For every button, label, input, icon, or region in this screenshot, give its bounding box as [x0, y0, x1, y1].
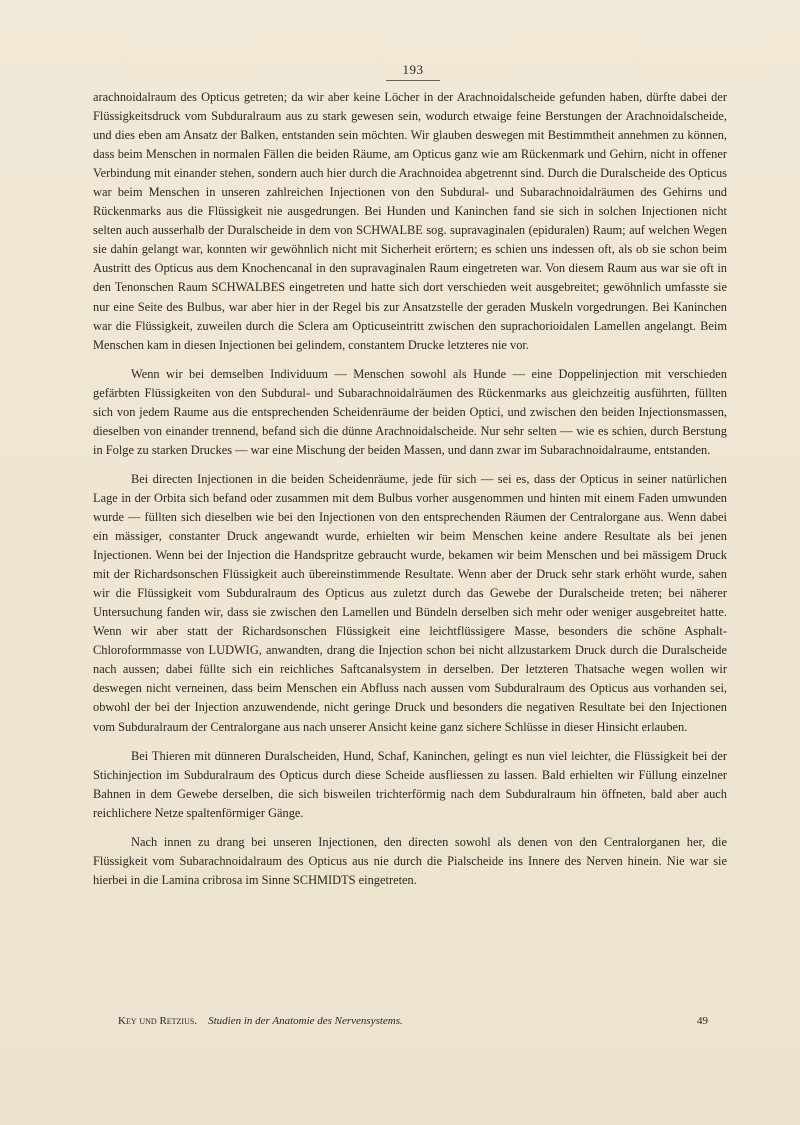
- page-number-rule: [386, 80, 440, 81]
- footer-citation: [118, 1015, 403, 1027]
- footer-authors: Key und Retzius.: [118, 1015, 198, 1027]
- paragraph-3: Bei directen Injectionen in die beiden Scheidenräume, jede für sich — sei es, dass der Opticus in seiner natürlichen Lage in der Orbita sich befand oder zusammen mit dem Bulbus vorher ausgenommen und hinten mit einem Faden umwunden wurde — füllten sich dieselben wie bei den Injectionen von den entsprechenden Räumen der Centralorgane aus. Wenn dabei ein mässiger, constanter Druck angewandt wurde, erhielten wir beim Menschen keine andere Resultate als bei jenen Injectionen. Wenn bei der Injection die Handspritze gebraucht wurde, bekamen wir beim Menschen und bei mässigem Druck mit der Richardsonschen Flüssigkeit auch übereinstimmende Resultate. Wenn aber der Druck sehr stark erhöht wurde, sahen wir die Flüssigkeit vom Subduralraum des Opticus aus zuletzt durch das Gewebe der Duralscheide treten; bei näherer Untersuchung fanden wir, dass sie zwischen den Lamellen und Bündeln derselben sich mehr oder weniger ausgebreitet hatte. Wenn wir aber statt der Richardsonschen Flüssigkeit eine leichtflüssigere Masse, besonders die schöne Asphalt-Chloroformmasse von LUDWIG, anwandten, drang die Injection schon bei nicht allzustarkem Druck durch die Duralscheide nach aussen; dabei füllte sich ein reichliches Saftcanalsystem in derselben. Der letzteren Thatsache wegen wollen wir deswegen nicht verneinen, dass beim Menschen ein Abfluss nach aussen vom Subduralraum des Opticus aus vorhanden sei, obwohl der bei der Injection anzuwendende, nicht geringe Druck und besonders die negativen Resultate bei den Injectionen vom Subduralraum der Centralorgane aus nach unserer Ansicht keine ganz sichere Schlüsse in dieser Hinsicht erlauben.: [93, 471, 727, 734]
- footer-sheet-number: 49: [697, 1015, 708, 1027]
- paragraph-1: arachnoidalraum des Opticus getreten; da wir aber keine Löcher in der Arachnoidalscheide gefunden haben, dürfte dabei der Flüssigkeitsdruck vom Subduralraum aus zu stark gewesen sein, wodurch etwaige feine Berstungen der Arachnoidalscheide, und dies eben am Ansatz der Balken, entstanden sein möchten. Wir glauben deswegen mit Bestimmtheit annehmen zu können, dass beim Menschen in normalen Fällen die beiden Räume, am Opticus ganz wie am Rückenmark und Gehirn, nicht in offener Verbindung mit einander stehen, sondern auch hier durch die Arachnoidea abgetrennt sind. Durch die Duralscheide des Opticus war beim Menschen in unseren zahlreichen Injectionen von den Subdural- und Subarachnoidalräumen des Gehirns und Rückenmarks aus die Flüssigkeit nie ausgedrungen. Bei Hunden und Kaninchen fand sie sich in solchen Injectionen nicht selten auch ausserhalb der Duralscheide in dem von SCHWALBE sog. supravaginalen (epiduralen) Raum; auf welchen Wegen sie dahin gelangt war, konnten wir gewöhnlich nicht mit Sicherheit erörtern; es schien uns indessen oft, als ob sie schon beim Austritt des Opticus aus dem Knochencanal in den supravaginalen Raum eingetreten war. Von diesem Raum aus war sie oft in den Tenonschen Raum SCHWALBES eingetreten und hatte sich dort verschieden weit ausgebreitet; gewöhnlich umfasste sie nur eine Seite des Bulbus, war aber hier in der Regel bis zur Ansatzstelle der geraden Muskeln vorgedrungen. Bei Kaninchen war die Flüssigkeit, zuweilen durch die Sclera am Opticuseintritt zwischen den suprachorioidalen Lamellen angelangt. Beim Menschen kam in diesen Injectionen bei gelindem, constantem Drucke letzteres nie vor.: [93, 90, 727, 352]
- page-number: 193: [402, 62, 424, 77]
- footer-title: Studien in der Anatomie des Nervensystems.: [208, 1015, 403, 1027]
- paragraph-2: Wenn wir bei demselben Individuum — Menschen sowohl als Hunde — eine Doppelinjection mit verschieden gefärbten Flüssigkeiten von den Subdural- und Subarachnoidalräumen des Rückenmarks aus gleichzeitig ausführten, füllten sich von jedem Raume aus die entsprechenden Scheidenräume der beiden Optici, und zwischen den beiden Injectionsmassen, dieselben von einander trennend, befand sich die dünne Arachnoidalscheide. Nur sehr selten — wie es schien, durch Berstung in Folge zu starken Druckes — war eine Mischung der beiden Massen, und dann zwar im Subarachnoidalraume, entstanden.: [93, 366, 727, 457]
- paragraph-5: Nach innen zu drang bei unseren Injectionen, den directen sowohl als denen von den Centralorganen her, die Flüssigkeit vom Subarachnoidalraum des Opticus aus nie durch die Pialscheide ins Innere des Nerven hinein. Nie war sie hierbei in die Lamina cribrosa im Sinne SCHMIDTS eingetreten.: [93, 834, 727, 887]
- paragraph-4: Bei Thieren mit dünneren Duralscheiden, Hund, Schaf, Kaninchen, gelingt es nun viel leichter, die Flüssigkeit bei der Stichinjection im Subduralraum des Opticus durch diese Scheide ausfliessen zu lassen. Bald erhielten wir Füllung einzelner Bahnen in dem Gewebe derselben, die sich bisweilen trichterförmig nach dem Subduralraum hin öffneten, bald aber auch reichlichere Netze spaltenförmiger Gänge.: [93, 748, 727, 820]
- body-text: [93, 88, 727, 890]
